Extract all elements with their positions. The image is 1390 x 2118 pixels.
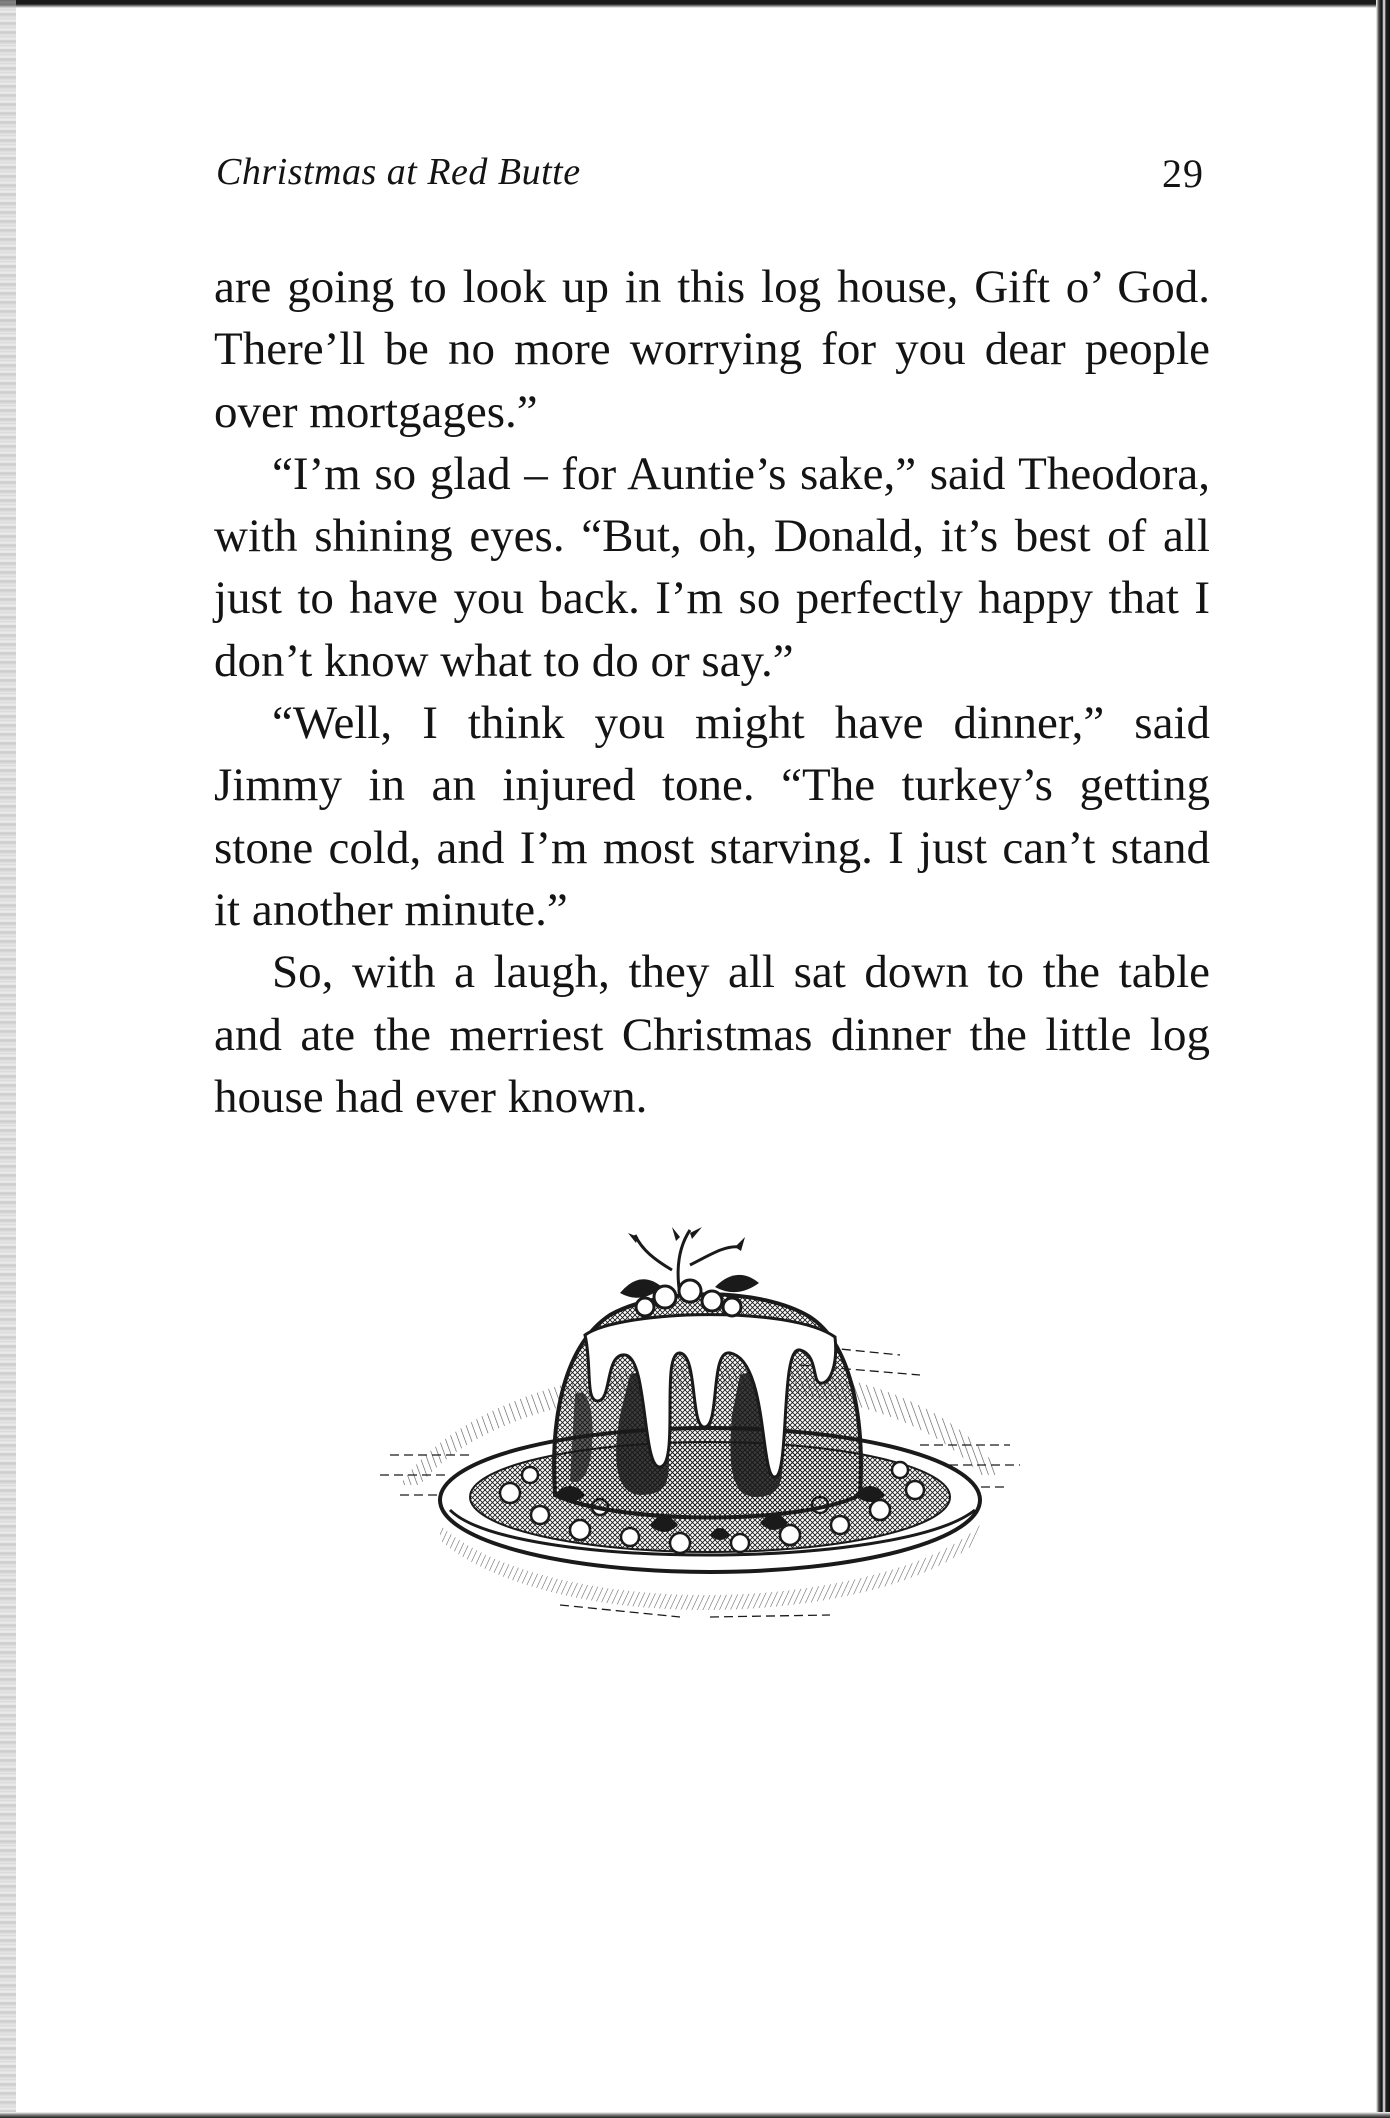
pudding xyxy=(554,1294,861,1517)
running-head-title: Christmas at Red Butte xyxy=(216,151,581,193)
running-head xyxy=(216,150,1208,210)
paragraph-2: “I’m so glad – for Auntie’s sake,” said Theodora, with shining eyes. “But, oh, Donald, it’s best of all just to have you back. I’m so perfectly happy that I don’t know what to do or say.” xyxy=(214,447,1210,687)
paragraph-3: “Well, I think you might have dinner,” said Jimmy in an injured tone. “The turkey’s getting stone cold, and I’m most starving. I just can’t stand it another minute.” xyxy=(214,697,1210,936)
christmas-pudding-illustration xyxy=(380,1225,1020,1625)
body-text xyxy=(214,256,1210,1128)
scan-edge-left xyxy=(0,0,16,2118)
scan-edge-top xyxy=(0,0,1390,8)
paragraph-1: are going to look up in this log house, Gift o’ God. There’ll be no more worrying for you dear people over mortgages.” xyxy=(214,261,1210,438)
page-number: 29 xyxy=(1162,151,1204,196)
holly-sprig xyxy=(620,1227,759,1316)
paragraph-4: So, with a laugh, they all sat down to the table and ate the merriest Christmas dinner the little log house had ever known. xyxy=(214,946,1210,1123)
scan-edge-right xyxy=(1376,0,1390,2118)
scan-edge-bottom xyxy=(0,2112,1390,2118)
